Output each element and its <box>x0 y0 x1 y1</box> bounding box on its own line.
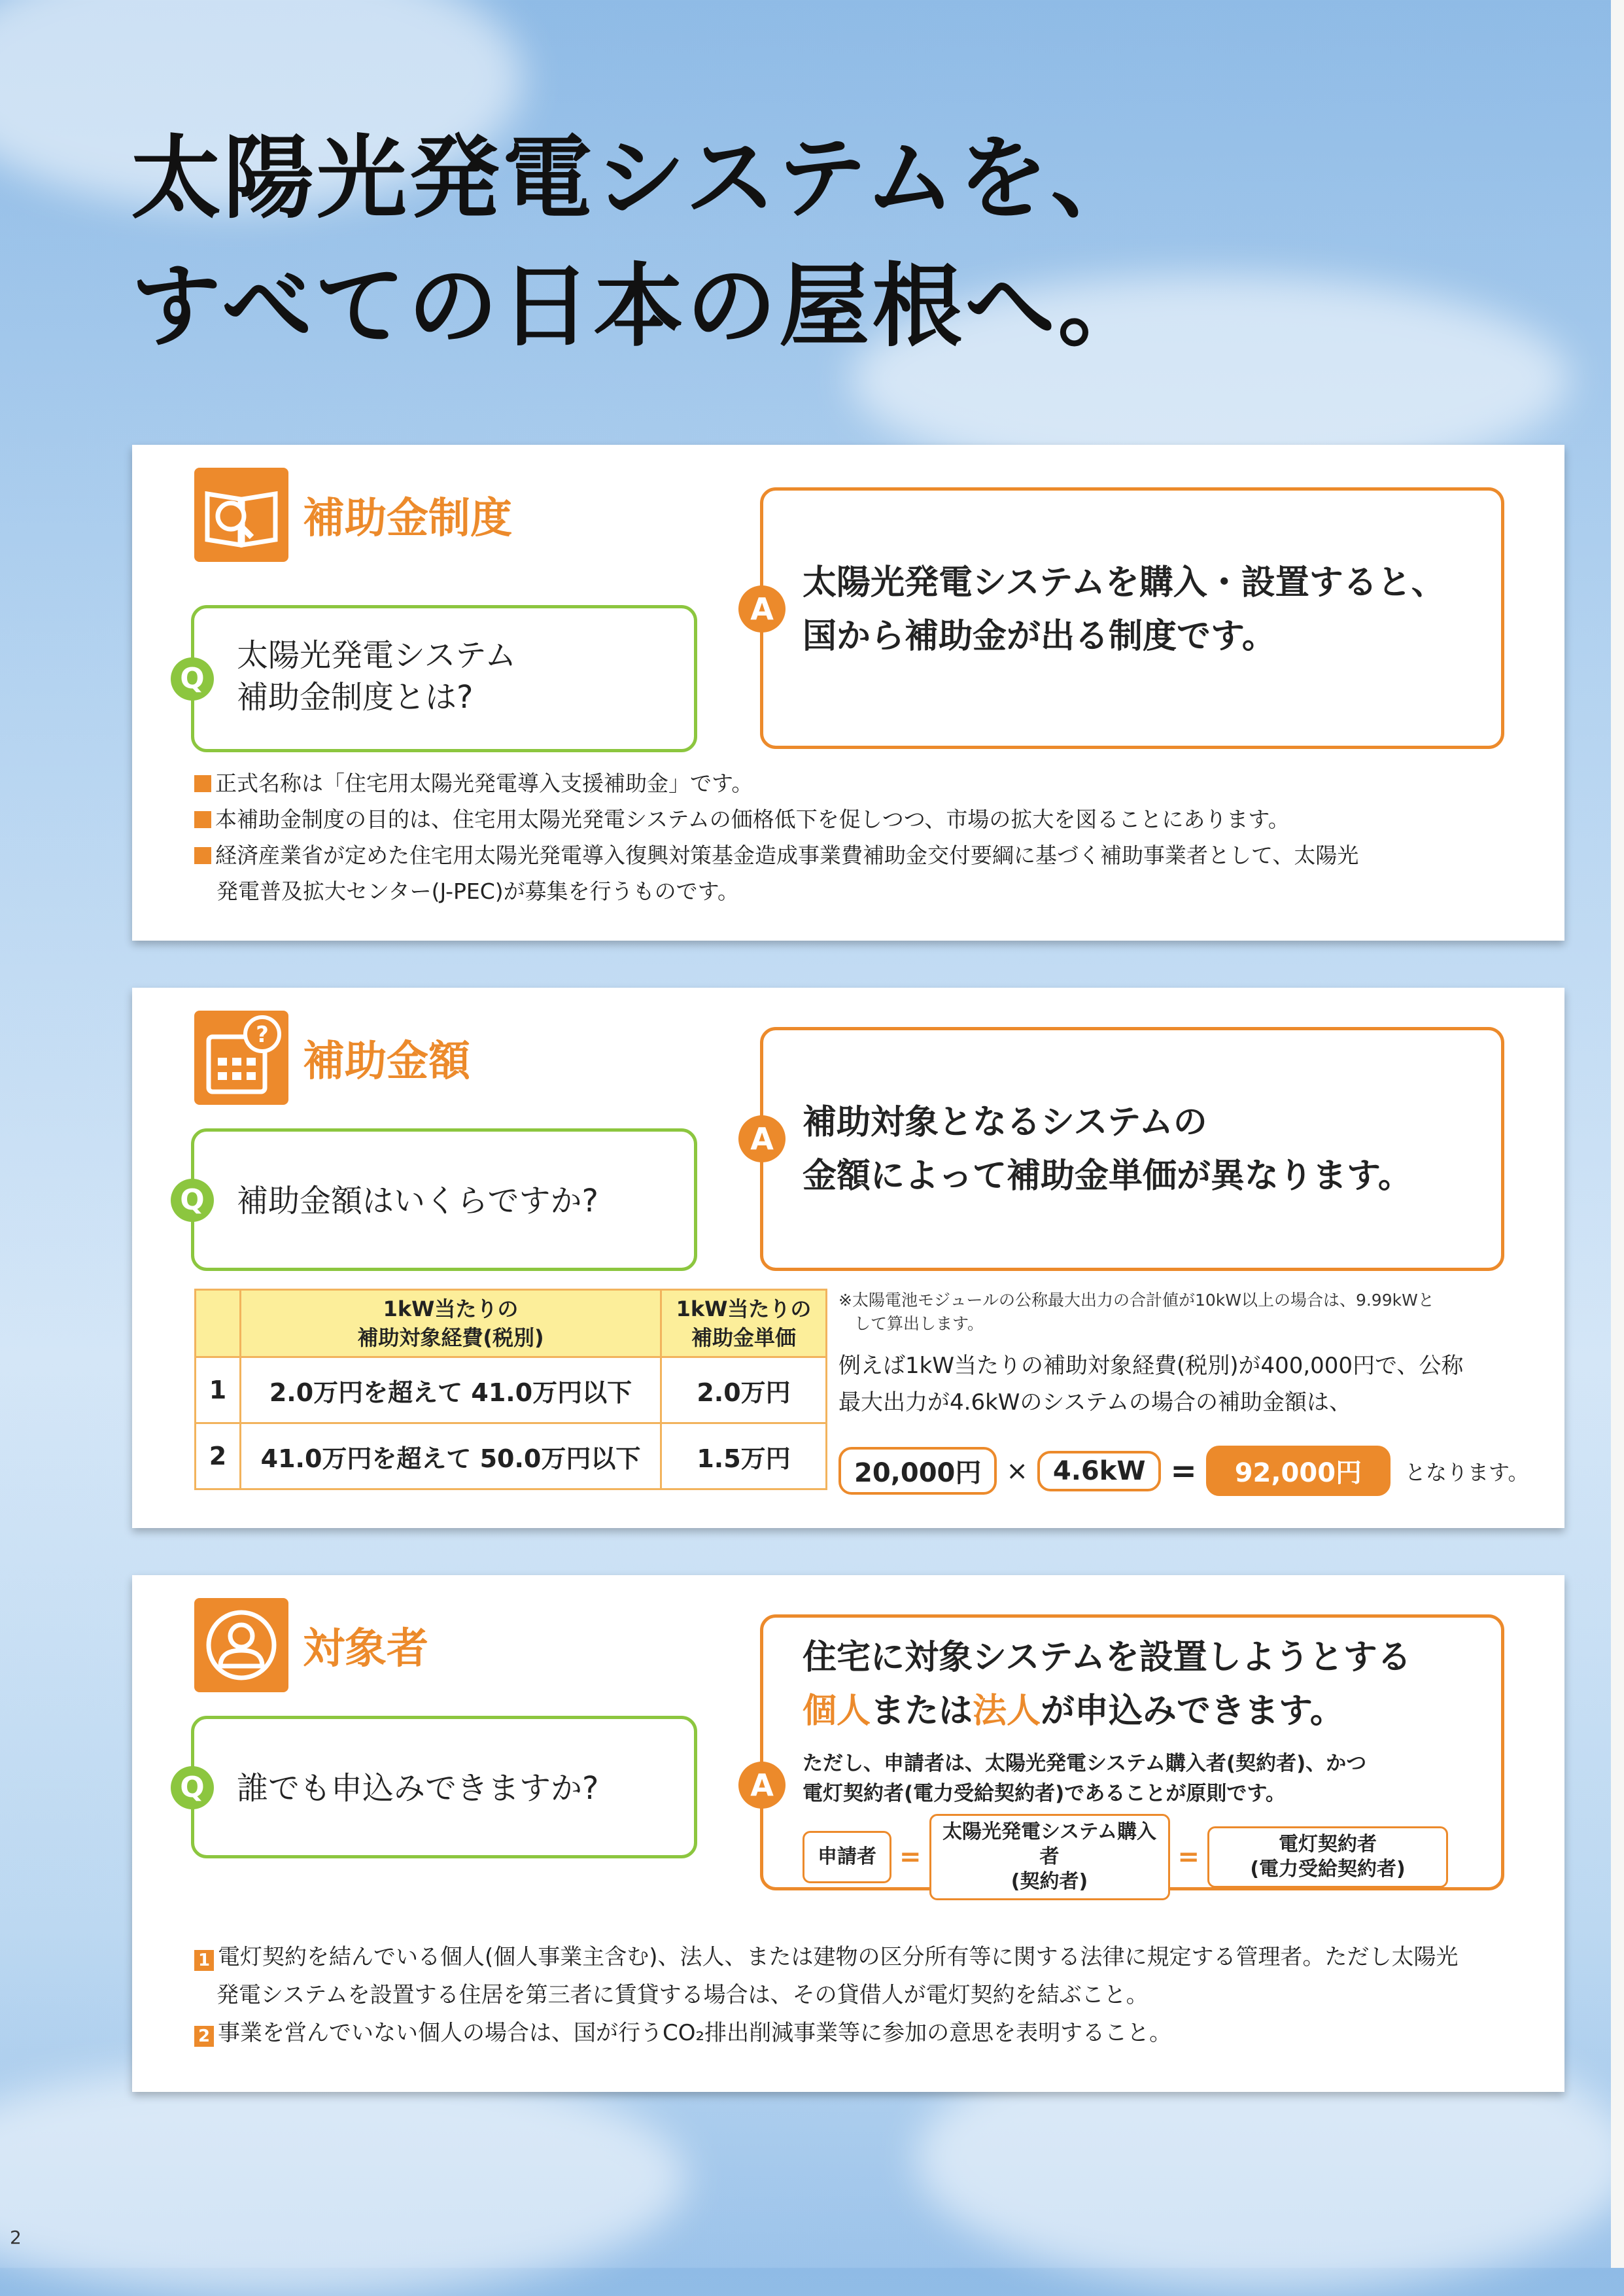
footnote <box>838 1289 1434 1336</box>
calc-result: 92,000円 <box>1206 1446 1391 1496</box>
bullet-square-icon <box>194 847 211 864</box>
note-text: 発電システムを設置する住居を第三者に賃貸する場合は、その貸借人が電灯契約を結ぶこと。 <box>216 1982 1149 2008</box>
answer-line: 金額によって補助金単価が異なります。 <box>803 1157 1412 1196</box>
answer-line: 住宅に対象システムを設置しようとする <box>803 1638 1411 1677</box>
contractor-line: (電力受給契約者) <box>1250 1858 1406 1881</box>
answer-box <box>750 487 1504 749</box>
title-line-2: すべての日本の屋根へ。 <box>131 254 1151 359</box>
page-number: 2 <box>10 2227 22 2248</box>
answer-line <box>803 1684 1411 1738</box>
header-line: 補助金単価 <box>691 1325 796 1350</box>
note-number: 2 <box>194 2026 214 2047</box>
note-number: 1 <box>194 1950 214 1971</box>
note-text: 経済産業省が定めた住宅用太陽光発電導入復興対策基金造成事業費補助金交付要綱に基づく補助事業者として、太陽光 <box>215 843 1359 868</box>
section-header <box>194 468 512 562</box>
table-cell: 1 <box>196 1357 241 1423</box>
answer-fragment: または <box>871 1692 973 1731</box>
question-box <box>180 605 697 752</box>
table-header-cell <box>241 1290 661 1357</box>
applicant-equation <box>803 1814 1448 1900</box>
title-line-1: 太陽光発電システムを、 <box>131 126 1144 231</box>
a-badge: A <box>738 1762 786 1809</box>
answer-fragment: が申込みできます。 <box>1041 1692 1344 1731</box>
subsidy-table <box>194 1289 827 1490</box>
question-box <box>180 1716 697 1858</box>
table-header-cell <box>196 1290 241 1357</box>
note-item <box>194 801 1358 837</box>
svg-text:?: ? <box>256 1022 269 1048</box>
notes <box>194 765 1358 909</box>
table-row <box>196 1423 827 1489</box>
example-line: 最大出力が4.6kWのシステムの場合の補助金額は、 <box>838 1389 1351 1416</box>
answer-text <box>803 1096 1412 1203</box>
table-cell: 2.0万円を超えて 41.0万円以下 <box>241 1357 661 1423</box>
header-line: 補助対象経費(税別) <box>357 1325 544 1350</box>
table-cell: 41.0万円を超えて 50.0万円以下 <box>241 1423 661 1489</box>
purchaser-box <box>929 1814 1170 1900</box>
answer-line: 補助対象となるシステムの <box>803 1103 1207 1142</box>
note-item <box>194 765 1358 801</box>
applicant-box: 申請者 <box>803 1831 891 1883</box>
calc-suffix: となります。 <box>1405 1459 1529 1485</box>
question-box <box>180 1128 697 1271</box>
question-text: 誰でも申込みできますか? <box>237 1770 599 1807</box>
table-cell: 2.0万円 <box>661 1357 827 1423</box>
answer-text <box>803 556 1445 663</box>
contractor-line: 電灯契約者 <box>1279 1833 1377 1856</box>
bullet-square-icon <box>194 811 211 828</box>
book-magnifier-icon <box>194 468 288 562</box>
table-header-row <box>196 1290 827 1357</box>
answer-text <box>803 1631 1411 1738</box>
note-text: 本補助金制度の目的は、住宅用太陽光発電システムの価格低下を促しつつ、市場の拡大を図ることにあります。 <box>215 807 1290 832</box>
note-text: 発電普及拡大センター(J-PEC)が募集を行うものです。 <box>216 878 740 904</box>
highlight-individual: 個人 <box>803 1692 871 1731</box>
person-icon <box>194 1598 288 1692</box>
q-badge: Q <box>171 657 214 701</box>
answer-box <box>750 1614 1504 1893</box>
notes <box>194 1938 1459 2052</box>
section-title: 補助金額 <box>303 1037 470 1086</box>
equals-sign: = <box>1177 1842 1200 1872</box>
question-text <box>237 635 516 718</box>
q-badge: Q <box>171 1179 214 1222</box>
note-text: 電灯契約を結んでいる個人(個人事業主含む)、法人、または建物の区分所有等に関する法律に規定する管理者。ただし太陽光 <box>218 1944 1459 1970</box>
table-header-cell <box>661 1290 827 1357</box>
a-badge: A <box>738 1115 786 1162</box>
panel-subsidy-system <box>132 445 1564 941</box>
page-title <box>131 114 1150 371</box>
table-cell: 1.5万円 <box>661 1423 827 1489</box>
times-sign: × <box>1006 1455 1028 1486</box>
answer-box <box>750 1027 1504 1271</box>
header-line: 1kW当たりの <box>676 1296 812 1321</box>
section-header <box>194 1011 470 1105</box>
subtext-line: 電灯契約者(電力受給契約者)であることが原則です。 <box>803 1782 1286 1805</box>
example-text <box>838 1348 1463 1421</box>
bullet-square-icon <box>194 775 211 792</box>
note-item <box>194 2014 1459 2052</box>
contractor-box <box>1207 1826 1448 1888</box>
calc-amount: 20,000円 <box>838 1447 997 1495</box>
highlight-corporation: 法人 <box>973 1692 1041 1731</box>
a-badge: A <box>738 585 786 633</box>
note-item <box>194 1938 1459 1976</box>
calculator-question-icon <box>194 1011 288 1105</box>
question-line: 補助金制度とは? <box>237 679 474 716</box>
footnote-line: して算出します。 <box>854 1314 984 1333</box>
equals-sign: = <box>899 1842 922 1872</box>
purchaser-line: (契約者) <box>1011 1870 1088 1893</box>
calc-output: 4.6kW <box>1037 1451 1162 1491</box>
q-badge: Q <box>171 1766 214 1809</box>
calculation <box>838 1446 1529 1496</box>
note-text: 事業を営んでいない個人の場合は、国が行うCO₂排出削減事業等に参加の意思を表明すること。 <box>218 2020 1172 2046</box>
panel-eligibility <box>132 1575 1564 2092</box>
answer-subtext <box>803 1748 1366 1809</box>
table-cell: 2 <box>196 1423 241 1489</box>
section-header <box>194 1598 428 1692</box>
example-line: 例えば1kW当たりの補助対象経費(税別)が400,000円で、公称 <box>838 1353 1464 1379</box>
page-edge <box>1611 0 1624 2268</box>
question-line: 太陽光発電システム <box>237 637 517 674</box>
answer-line: 国から補助金が出る制度です。 <box>803 617 1276 656</box>
panel-subsidy-amount <box>132 988 1564 1528</box>
note-item <box>194 837 1358 873</box>
header-line: 1kW当たりの <box>383 1296 519 1321</box>
cloud <box>0 2061 687 2296</box>
purchaser-line: 太陽光発電システム購入者 <box>942 1820 1157 1868</box>
equals-sign: = <box>1170 1452 1197 1489</box>
note-text: 正式名称は「住宅用太陽光発電導入支援補助金」です。 <box>215 771 753 796</box>
subtext-line: ただし、申請者は、太陽光発電システム購入者(契約者)、かつ <box>803 1752 1367 1775</box>
section-title: 補助金制度 <box>303 495 512 543</box>
answer-line: 太陽光発電システムを購入・設置すると、 <box>803 563 1445 602</box>
section-title: 対象者 <box>303 1625 428 1673</box>
question-text: 補助金額はいくらですか? <box>237 1183 598 1219</box>
table-row <box>196 1357 827 1423</box>
footnote-line: ※太陽電池モジュールの公称最大出力の合計値が10kW以上の場合は、9.99kWと <box>838 1291 1434 1310</box>
